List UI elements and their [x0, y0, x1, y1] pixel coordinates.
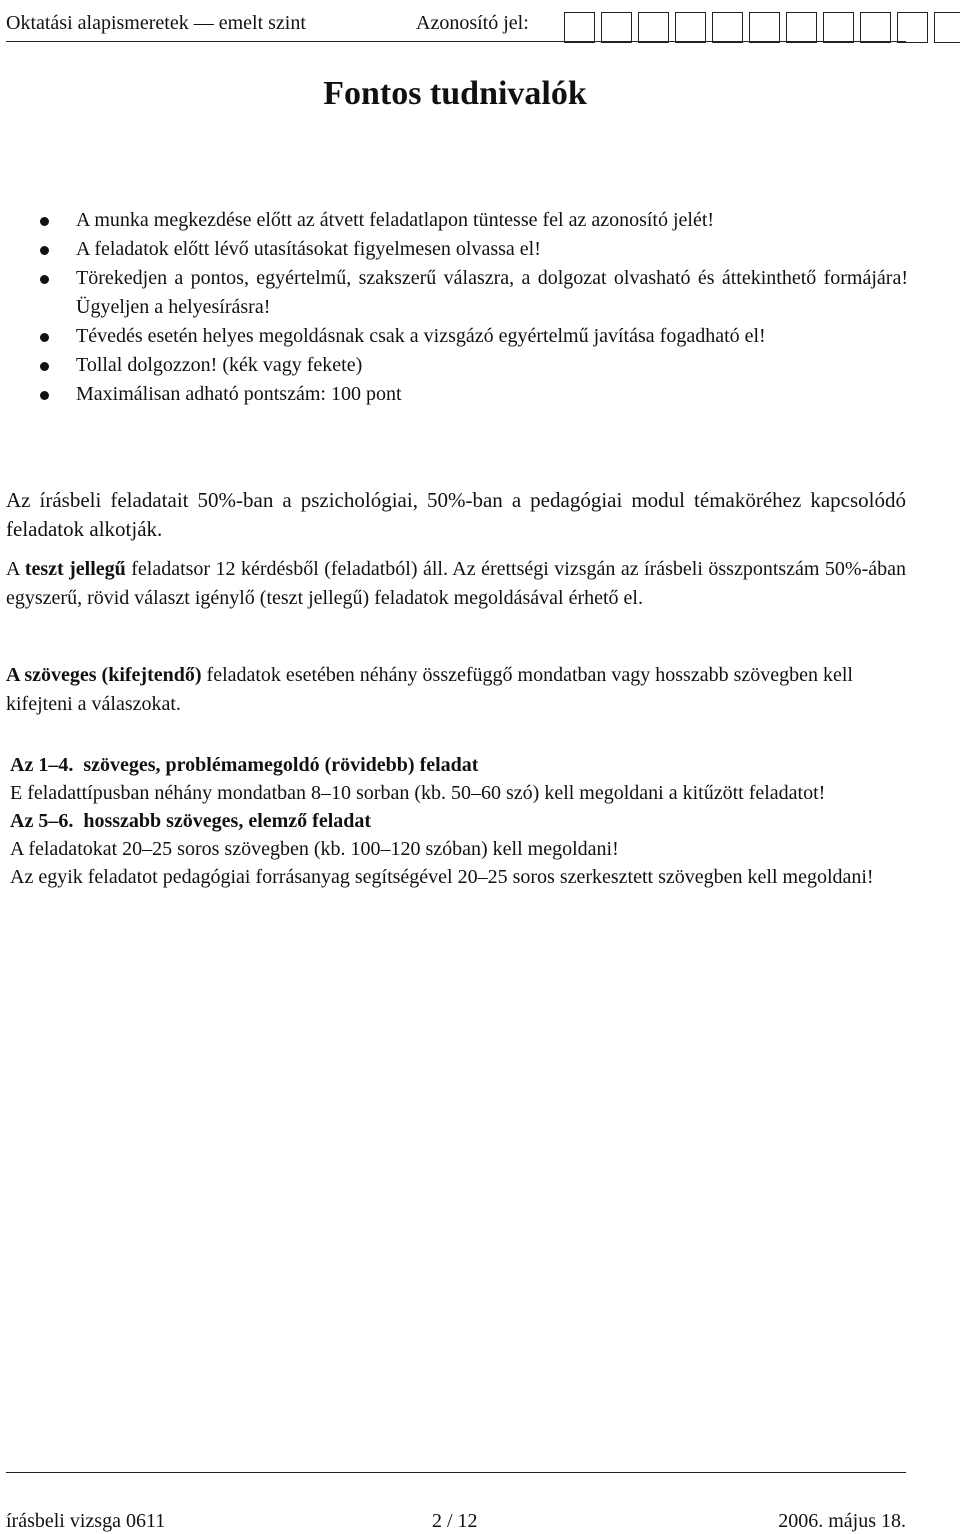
- id-box[interactable]: [675, 12, 706, 43]
- id-box[interactable]: [601, 12, 632, 43]
- instruction-item: Tollal dolgozzon! (kék vagy fekete): [36, 351, 908, 380]
- instruction-item: Maximálisan adható pontszám: 100 pont: [36, 380, 908, 409]
- id-boxes: [564, 12, 960, 43]
- instruction-list: [36, 206, 908, 409]
- id-box[interactable]: [823, 12, 854, 43]
- section-text: Az egyik feladatot pedagógiai forrásanyag segítségével 20–25 soros szerkesztett szövegben kell megoldani!: [10, 866, 874, 888]
- section-text: A feladatokat 20–25 soros szövegben (kb. 100–120 szóban) kell megoldani!: [10, 838, 619, 860]
- essay-paragraph: [6, 661, 906, 719]
- page-header: [6, 8, 906, 38]
- modules-paragraph: Az írásbeli feladatait 50%-ban a pszichológiai, 50%-ban a pedagógiai modul témaköréhez kapcsolódó feladatok alkotják.: [6, 488, 906, 541]
- id-box[interactable]: [860, 12, 891, 43]
- page-title: Fontos tudnivalók: [323, 75, 587, 112]
- test-paragraph-bold: teszt jellegű: [24, 558, 126, 580]
- section-heading-5-6: Az 5–6. hosszabb szöveges, elemző feladat: [10, 810, 372, 832]
- instruction-item: Tévedés esetén helyes megoldásnak csak a vizsgázó egyértelmű javítása fogadható el!: [36, 322, 908, 351]
- section-text: E feladattípusban néhány mondatban 8–10 sorban (kb. 50–60 szó) kell megoldani a kitűzött feladatot!: [10, 782, 826, 804]
- section-heading-1-4: Az 1–4. szöveges, problémamegoldó (rövidebb) feladat: [10, 754, 479, 776]
- id-label: Azonosító jel:: [416, 12, 529, 34]
- test-paragraph-post: feladatsor 12 kérdésből (feladatból) áll. Az érettségi vizsgán az írásbeli összpontszám 50%-ában egyszerű, rövid választ igénylő (teszt jellegű) feladatok megoldásával érhető el.: [6, 558, 907, 609]
- essay-paragraph-bold: A szöveges (kifejtendő): [6, 664, 202, 686]
- essay-paragraph-post: feladatok esetében néhány összefüggő mondatban vagy hosszabb szövegben kell kifejteni a válaszokat.: [6, 664, 853, 715]
- task-sections: [10, 751, 890, 891]
- page-footer: [6, 1508, 906, 1534]
- id-box[interactable]: [934, 12, 960, 43]
- exam-subject: Oktatási alapismeretek — emelt szint: [6, 12, 306, 34]
- page-number: 2 / 12: [432, 1510, 478, 1532]
- instruction-item: A munka megkezdése előtt az átvett feladatlapon tüntesse fel az azonosító jelét!: [36, 206, 908, 235]
- header-rule: [6, 41, 906, 42]
- footer-exam-code: írásbeli vizsga 0611: [6, 1510, 166, 1532]
- id-box[interactable]: [564, 12, 595, 43]
- id-box[interactable]: [638, 12, 669, 43]
- test-paragraph: [6, 555, 906, 613]
- test-paragraph-pre: A: [6, 558, 25, 580]
- footer-rule: [6, 1472, 906, 1473]
- exam-date: 2006. május 18.: [778, 1510, 906, 1532]
- id-box[interactable]: [897, 12, 928, 43]
- instruction-item: Törekedjen a pontos, egyértelmű, szakszerű válaszra, a dolgozat olvasható és áttekinthető formájára! Ügyeljen a helyesírásra!: [36, 264, 908, 322]
- id-box[interactable]: [749, 12, 780, 43]
- id-box[interactable]: [786, 12, 817, 43]
- id-box[interactable]: [712, 12, 743, 43]
- instruction-item: A feladatok előtt lévő utasításokat figyelmesen olvassa el!: [36, 235, 908, 264]
